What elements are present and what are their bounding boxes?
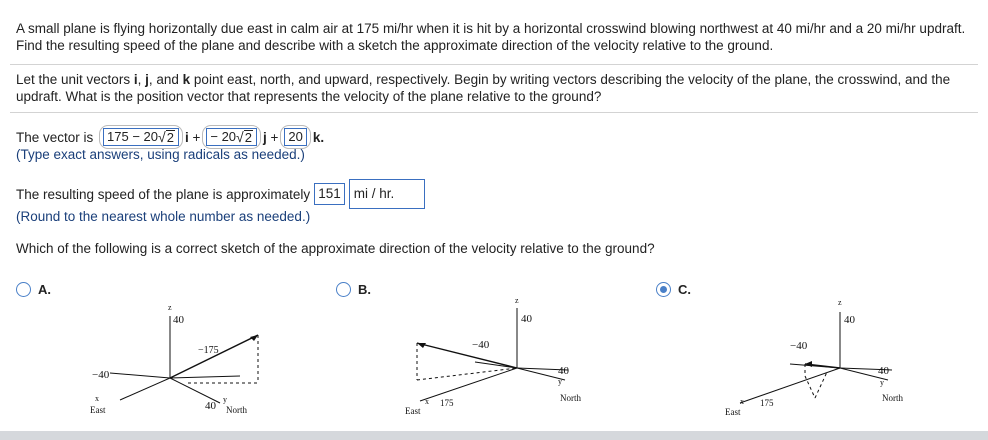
option-a[interactable]: A. bbox=[16, 282, 51, 297]
tick-label: −40 bbox=[92, 369, 110, 381]
sketch-c bbox=[720, 298, 920, 423]
east-label: East bbox=[405, 406, 421, 416]
tick-label: −40 bbox=[472, 339, 490, 351]
i-component-input[interactable]: 175 − 20 √ 2 bbox=[103, 128, 179, 146]
speed-unit-box: mi / hr. bbox=[349, 179, 425, 209]
j-component-input[interactable]: − 20 √ 2 bbox=[206, 128, 257, 146]
north-label: North bbox=[560, 393, 581, 403]
option-a-radio[interactable] bbox=[16, 282, 31, 297]
axis-z-label: z bbox=[515, 298, 519, 305]
k-component-group bbox=[280, 125, 310, 149]
divider bbox=[10, 64, 978, 65]
sqrt-symbol: √ 2 bbox=[236, 129, 252, 145]
j-unit: j bbox=[262, 129, 267, 145]
axis-z-label: z bbox=[168, 303, 172, 312]
sketch-question: Which of the following is a correct sketch of the approximate direction of the velocity relative to the ground? bbox=[16, 241, 655, 256]
sketch-a bbox=[80, 298, 280, 423]
axis-z-label: z bbox=[838, 298, 842, 307]
axis-y-label: y bbox=[223, 395, 227, 404]
speed-label: The resulting speed of the plane is approximately bbox=[16, 186, 311, 202]
tick-label: 40 bbox=[844, 314, 855, 326]
vector-label: The vector is bbox=[16, 129, 94, 145]
vector-answer-row: The vector is 175 − 20 √ 2 i + − 20 √ 2 j + 20 k. bbox=[16, 125, 972, 149]
bottom-bar bbox=[0, 431, 988, 440]
question-prompt: A small plane is flying horizontally due east in calm air at 175 mi/hr when it is hit by a horizontal crosswind blowing northwest at 40 mi/hr and a 20 mi/hr updraft. Find the resulting speed of the plane and describe with a sketch the approximate direction of the velocity relative to the ground. bbox=[16, 21, 966, 53]
option-c[interactable]: C. bbox=[656, 282, 691, 297]
tick-label: 40 bbox=[173, 314, 184, 326]
axis-x-label: x bbox=[425, 397, 429, 406]
tick-label: 175 bbox=[760, 398, 774, 408]
east-label: East bbox=[725, 407, 741, 417]
option-c-radio[interactable] bbox=[656, 282, 671, 297]
tick-label: 40 bbox=[521, 313, 532, 325]
radicals-hint: (Type exact answers, using radicals as needed.) bbox=[16, 147, 305, 162]
tick-label: 40 bbox=[558, 365, 569, 377]
east-label: East bbox=[90, 405, 106, 415]
divider bbox=[10, 112, 978, 113]
k-component-input[interactable]: 20 bbox=[284, 128, 306, 146]
i-component-group bbox=[99, 125, 183, 149]
speed-answer-row bbox=[16, 179, 425, 209]
speed-input[interactable]: 151 bbox=[314, 183, 345, 205]
sketch-b bbox=[400, 298, 600, 423]
tick-label: −40 bbox=[790, 340, 808, 352]
tick-label: 40 bbox=[878, 365, 889, 377]
north-label: North bbox=[882, 393, 903, 403]
north-label: North bbox=[226, 405, 247, 415]
axis-y-label: y bbox=[558, 377, 562, 386]
part1-question: Let the unit vectors i, j, and k point east, north, and upward, respectively. Begin by writing vectors describing the velocity of the plane, the crosswind, and the updraft. What is the position vector that represents the velocity of the plane relative to the ground? bbox=[16, 72, 951, 104]
axis-x-label: x bbox=[740, 397, 744, 406]
k-unit: k. bbox=[312, 129, 325, 145]
axis-y-label: y bbox=[880, 378, 884, 387]
sqrt-symbol: √ 2 bbox=[158, 129, 174, 145]
rounding-hint: (Round to the nearest whole number as needed.) bbox=[16, 209, 311, 224]
i-unit: i bbox=[184, 129, 189, 145]
j-component-group bbox=[202, 125, 261, 149]
option-b-radio[interactable] bbox=[336, 282, 351, 297]
tick-label: 175 bbox=[440, 398, 454, 408]
option-b[interactable]: B. bbox=[336, 282, 371, 297]
axis-x-label: x bbox=[95, 394, 99, 403]
tick-label: 40 bbox=[205, 400, 216, 412]
tick-label: −175 bbox=[198, 345, 219, 356]
